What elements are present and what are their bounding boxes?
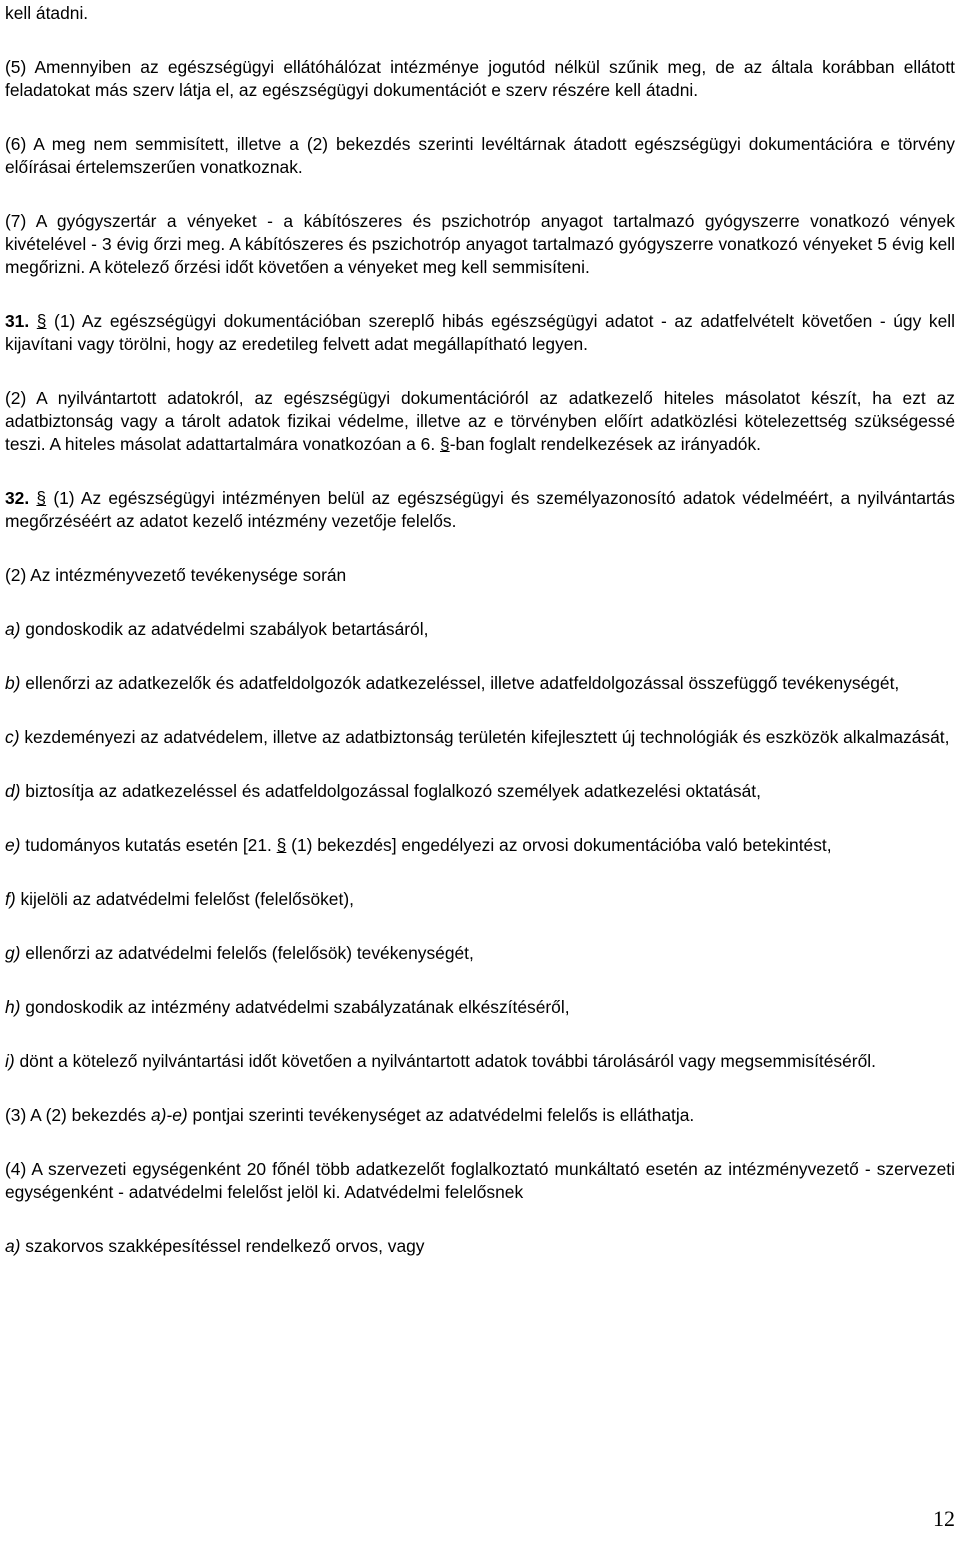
item-letter: a) <box>5 619 21 639</box>
paragraph-32-4 <box>5 1158 955 1204</box>
item-letter: c) <box>5 727 20 747</box>
paragraph-6 <box>5 133 955 179</box>
paragraph-text: (2) Az intézményvezető tevékenysége során <box>5 565 347 585</box>
paragraph-text: (3) A (2) bekezdés <box>5 1105 151 1125</box>
paragraph-text: (2) A nyilvántartott adatokról, az egészségügyi dokumentációról az adatkezelő hiteles másolatot készít, ha ezt az adatbiztonság vagy a tárolt adatok fizikai védelme, illetve az e törvényben előírt adatközlési kötelezettség szükségessé teszi. A hiteles másolat adattartalmára vonatkozóan a 6. <box>5 388 955 454</box>
paragraph-32-3 <box>5 1104 955 1127</box>
paragraph-text: gondoskodik az adatvédelmi szabályok betartásáról, <box>20 619 429 639</box>
paragraph-text: (4) A szervezeti egységenként 20 főnél több adatkezelőt foglalkoztató munkáltató esetén az intézményvezető - szervezeti egységenként - adatvédelmi felelőst jelöl ki. Adatvédelmi felelősnek <box>5 1159 955 1202</box>
paragraph-text: -ban foglalt rendelkezések az irányadók. <box>449 434 761 454</box>
section-sign: § <box>440 434 450 454</box>
paragraph-b <box>5 672 955 695</box>
paragraph-text: (6) A meg nem semmisített, illetve a (2) bekezdés szerinti levéltárnak átadott egészségügyi dokumentációra e törvény előírásai értelemszerűen vonatkoznak. <box>5 134 955 177</box>
paragraph-text <box>29 311 37 331</box>
paragraph-text: (1) Az egészségügyi dokumentációban szereplő hibás egészségügyi adatot - az adatfelvételt követően - úgy kell kijavítani vagy törölni, hogy az eredetileg felvett adat megállapítható legyen. <box>5 311 955 354</box>
section-sign: § <box>276 835 287 855</box>
paragraph-e <box>5 834 955 857</box>
paragraph-text: (5) Amennyiben az egészségügyi ellátóhálózat intézménye jogutód nélkül szűnik meg, de az általa korábban ellátott feladatokat más szerv látja el, az egészségügyi dokumentációt e szerv részére kell átadni. <box>5 57 955 100</box>
paragraph-h <box>5 996 955 1019</box>
paragraph-32-1 <box>5 487 955 533</box>
paragraph-4a <box>5 1235 955 1258</box>
paragraph-text: (1) Az egészségügyi intézményen belül az egészségügyi és személyazonosító adatok védelméért, a nyilvántartás megőrzéséért az adatot kezelő intézmény vezetője felelős. <box>5 488 955 531</box>
paragraph-text: gondoskodik az intézmény adatvédelmi szabályzatának elkészítéséről, <box>20 997 570 1017</box>
item-letter: d) <box>5 781 21 801</box>
paragraph-text: ellenőrzi az adatkezelők és adatfeldolgozók adatkezeléssel, illetve adatfeldolgozással összefüggő tevékenységét, <box>20 673 900 693</box>
item-letter: b) <box>5 673 21 693</box>
page-number: 12 <box>933 1506 955 1531</box>
item-letter: e) <box>5 835 21 855</box>
paragraph-text: (1) bekezdés] engedélyezi az orvosi dokumentációba való betekintést, <box>286 835 832 855</box>
item-letter: a)-e) <box>150 1105 188 1125</box>
section-sign: § <box>36 488 47 508</box>
paragraph-text: pontjai szerinti tevékenységet az adatvédelmi felelős is elláthatja. <box>187 1105 695 1125</box>
document-body <box>5 2 955 1289</box>
paragraph-32-2 <box>5 564 955 587</box>
paragraph-f <box>5 888 955 911</box>
item-letter: f) <box>5 889 16 909</box>
section-sign: § <box>36 311 47 331</box>
item-letter: g) <box>5 943 21 963</box>
paragraph-text: dönt a kötelező nyilvántartási időt követően a nyilvántartott adatok további tárolásáról vagy megsemmisítéséről. <box>14 1051 876 1071</box>
paragraph-text: kell átadni. <box>5 3 89 23</box>
paragraph-text: biztosítja az adatkezeléssel és adatfeldolgozással foglalkozó személyek adatkezelési oktatását, <box>20 781 761 801</box>
paragraph-text: ellenőrzi az adatvédelmi felelős (felelősök) tevékenységét, <box>20 943 474 963</box>
item-letter: a) <box>5 1236 21 1256</box>
item-letter: h) <box>5 997 21 1017</box>
paragraph-a <box>5 618 955 641</box>
paragraph-c <box>5 726 955 749</box>
paragraph-i <box>5 1050 955 1073</box>
paragraph-text: (7) A gyógyszertár a vényeket - a kábítószeres és pszichotróp anyagot tartalmazó gyógyszerre vonatkozó vények kivételével - 3 évig őrzi meg. A kábítószeres és pszichotróp anyagot tartalmazó gyógyszerre vonatkozó vényeket 5 évig kell megőrizni. A kötelező őrzési időt követően a vényeket meg kell semmisíteni. <box>5 211 955 277</box>
item-letter: i) <box>5 1051 15 1071</box>
paragraph-31-1 <box>5 310 955 356</box>
section-number: 31. <box>5 311 30 331</box>
paragraph-7 <box>5 210 955 279</box>
paragraph-5 <box>5 56 955 102</box>
paragraph-g <box>5 942 955 965</box>
paragraph-31-2 <box>5 387 955 456</box>
paragraph-text: kezdeményezi az adatvédelem, illetve az adatbiztonság területén kifejlesztett új technológiák és eszközök alkalmazását, <box>19 727 950 747</box>
paragraph-text: szakorvos szakképesítéssel rendelkező orvos, vagy <box>20 1236 425 1256</box>
paragraph-d <box>5 780 955 803</box>
paragraph-text: tudományos kutatás esetén [21. <box>20 835 277 855</box>
paragraph-cont <box>5 2 955 25</box>
paragraph-text: kijelöli az adatvédelmi felelőst (felelősöket), <box>15 889 354 909</box>
section-number: 32. <box>5 488 30 508</box>
